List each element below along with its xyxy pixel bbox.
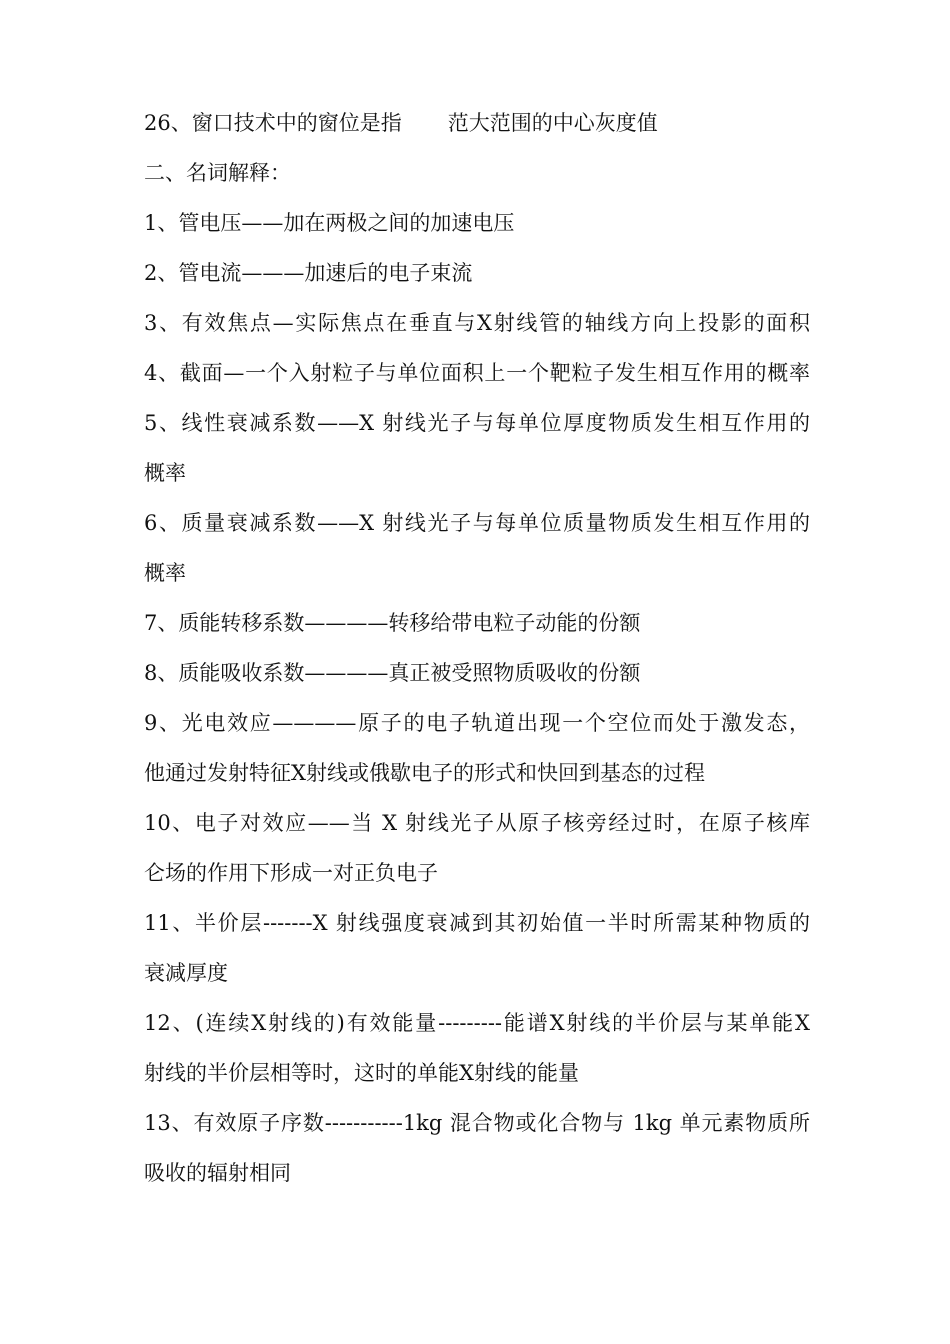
definition-line-8: 8、质能吸收系数————真正被受照物质吸收的份额: [144, 661, 641, 685]
item-26-prefix: 26、窗口技术中的窗位是指: [144, 111, 402, 135]
definition-line-5-cont: 概率: [144, 461, 186, 485]
definition-line-10: 10、电子对效应——当 X 射线光子从原子核旁经过时，在原子核库: [144, 811, 810, 835]
definition-line-13-cont: 吸收的辐射相同: [144, 1161, 291, 1185]
definition-line-4: 4、截面—一个入射粒子与单位面积上一个靶粒子发生相互作用的概率: [144, 361, 810, 385]
section-heading: 二、名词解释：: [144, 161, 291, 185]
definition-line-13: 13、有效原子序数-----------1kg 混合物或化合物与 1kg 单元素物质所: [144, 1111, 810, 1135]
definition-line-2: 2、管电流———加速后的电子束流: [144, 261, 473, 285]
definition-line-11-cont: 衰减厚度: [144, 961, 228, 985]
definition-line-3: 3、有效焦点—实际焦点在垂直与X射线管的轴线方向上投影的面积: [144, 311, 810, 335]
definition-line-12-cont: 射线的半价层相等时，这时的单能X射线的能量: [144, 1061, 579, 1085]
definition-line-5: 5、线性衰减系数——X 射线光子与每单位厚度物质发生相互作用的: [144, 411, 810, 435]
definition-line-7: 7、质能转移系数————转移给带电粒子动能的份额: [144, 611, 641, 635]
definition-line-10-cont: 仑场的作用下形成一对正负电子: [144, 861, 438, 885]
definition-line-11: 11、半价层-------X 射线强度衰减到其初始值一半时所需某种物质的: [144, 911, 810, 935]
definition-line-6: 6、质量衰减系数——X 射线光子与每单位质量物质发生相互作用的: [144, 511, 810, 535]
definition-line-9: 9、光电效应————原子的电子轨道出现一个空位而处于激发态，: [144, 711, 810, 735]
definition-line-9-cont: 他通过发射特征X射线或俄歇电子的形式和快回到基态的过程: [144, 761, 705, 785]
item-26-suffix: 范大范围的中心灰度值: [447, 111, 658, 135]
item-26: [144, 98, 810, 148]
definition-line-12: 12、(连续X射线的)有效能量---------能谱X射线的半价层与某单能X: [144, 1011, 810, 1035]
definition-line-6-cont: 概率: [144, 561, 186, 585]
document-body: [144, 98, 810, 1198]
definition-line-1: 1、管电压——加在两极之间的加速电压: [144, 211, 515, 235]
